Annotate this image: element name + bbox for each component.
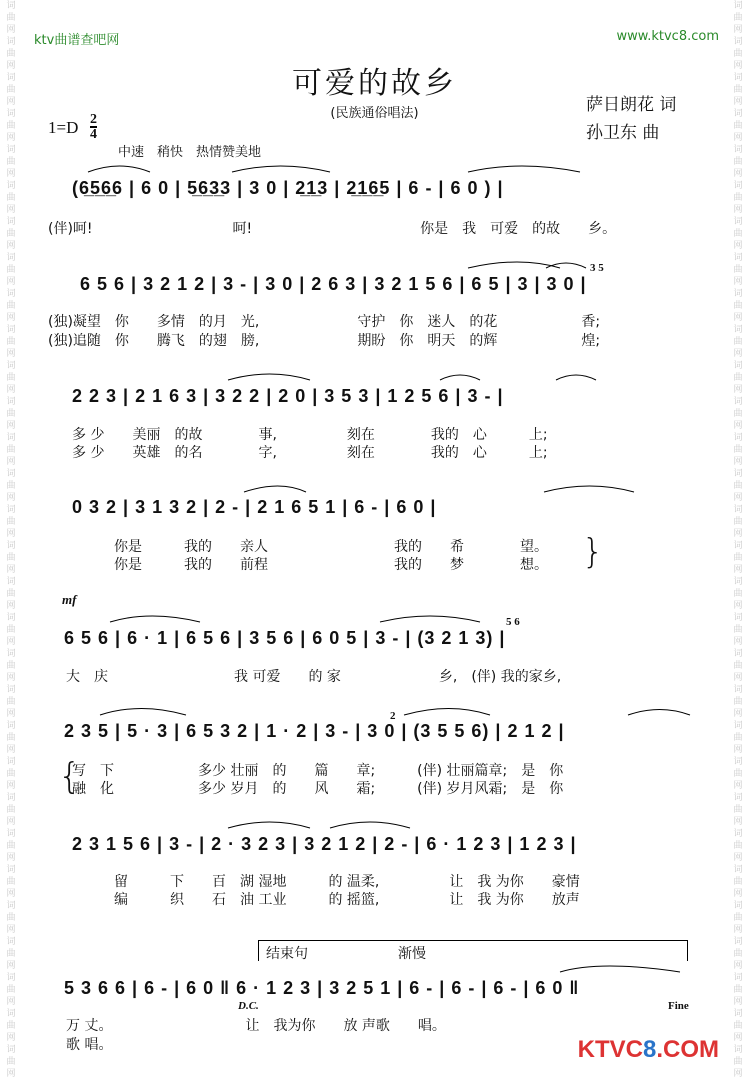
edge-watermark-char: 网 (6, 853, 16, 863)
edge-watermark-char: 曲 (733, 733, 743, 743)
edge-watermark-char: 词 (6, 685, 16, 695)
edge-watermark-char: 网 (733, 61, 743, 71)
edge-watermark-char: 网 (733, 673, 743, 683)
edge-watermark-char: 词 (733, 541, 743, 551)
edge-watermark-char: 网 (6, 601, 16, 611)
edge-watermark-char: 网 (733, 565, 743, 575)
edge-watermark-char: 词 (733, 505, 743, 515)
lyrics-row-4-verse-2: 你是 我的 前程 我的 梦 想。 (114, 557, 548, 573)
edge-watermark-char: 曲 (733, 985, 743, 995)
lyrics-row-8-verse-1: 万 丈。 让 我为你 放 声歌 唱。 (66, 1018, 446, 1034)
edge-watermark-char: 词 (6, 145, 16, 155)
edge-watermark-char: 词 (733, 613, 743, 623)
edge-watermark-char: 网 (6, 25, 16, 35)
edge-watermark-char: 词 (733, 361, 743, 371)
edge-watermark-char: 词 (6, 289, 16, 299)
lyricist-credit: 萨日朗花 词 (586, 95, 677, 115)
edge-watermark-char: 词 (6, 469, 16, 479)
edge-watermark-char: 词 (6, 613, 16, 623)
edge-watermark-char: 曲 (733, 949, 743, 959)
edge-watermark-char: 网 (6, 637, 16, 647)
edge-watermark-char: 曲 (733, 121, 743, 131)
song-title: 可爱的故乡 (292, 66, 457, 101)
da-capo: D.C. (238, 1000, 259, 1012)
edge-watermark-char: 曲 (733, 157, 743, 167)
edge-watermark-char: 曲 (733, 301, 743, 311)
edge-watermark-char: 曲 (6, 49, 16, 59)
edge-watermark-char: 网 (733, 601, 743, 611)
time-signature-bottom: 4 (90, 127, 97, 142)
notation-row-4: 0 3 2 | 3 1 3 2 | 2 - | 2 1 6 5 1 | 6 - | 6 0 | (72, 497, 437, 517)
left-edge-watermark (0, 0, 22, 1089)
edge-watermark-char: 词 (6, 865, 16, 875)
edge-watermark-char: 网 (733, 637, 743, 647)
edge-watermark-char: 网 (733, 817, 743, 827)
edge-watermark-char: 网 (6, 169, 16, 179)
edge-watermark-char: 曲 (6, 337, 16, 347)
edge-watermark-char: 曲 (6, 805, 16, 815)
edge-watermark-char: 词 (6, 829, 16, 839)
edge-watermark-char: 曲 (733, 445, 743, 455)
edge-watermark-char: 词 (733, 757, 743, 767)
edge-watermark-char: 曲 (6, 373, 16, 383)
edge-watermark-char: 网 (6, 529, 16, 539)
edge-watermark-char: 词 (733, 325, 743, 335)
site-watermark-left: ktv曲谱查吧网 (34, 33, 120, 48)
verse-brace-left: { (58, 756, 81, 797)
edge-watermark-char: 曲 (733, 913, 743, 923)
edge-watermark-char: 网 (733, 277, 743, 287)
edge-watermark-char: 曲 (6, 481, 16, 491)
edge-watermark-char: 词 (733, 37, 743, 47)
site-watermark-right: www.ktvc8.com (616, 29, 719, 44)
brand-logo (578, 1036, 719, 1064)
edge-watermark-char: 词 (6, 505, 16, 515)
edge-watermark-char: 曲 (6, 661, 16, 671)
edge-watermark-char: 网 (733, 745, 743, 755)
edge-watermark-char: 词 (733, 145, 743, 155)
edge-watermark-char: 网 (6, 817, 16, 827)
edge-watermark-char: 词 (6, 73, 16, 83)
edge-watermark-char: 网 (6, 781, 16, 791)
edge-watermark-char: 曲 (733, 661, 743, 671)
edge-watermark-char: 词 (733, 109, 743, 119)
right-edge-watermark (727, 0, 749, 1089)
edge-watermark-char: 词 (6, 973, 16, 983)
edge-watermark-char: 网 (733, 133, 743, 143)
edge-watermark-char: 网 (6, 133, 16, 143)
edge-watermark-char: 曲 (733, 769, 743, 779)
edge-watermark-char: 词 (6, 361, 16, 371)
edge-watermark-char: 网 (6, 1033, 16, 1043)
brand-logo-part-3: .COM (656, 1036, 719, 1063)
edge-watermark-char: 词 (733, 397, 743, 407)
edge-watermark-char: 曲 (6, 553, 16, 563)
edge-watermark-char: 网 (6, 277, 16, 287)
edge-watermark-char: 曲 (6, 625, 16, 635)
notation-row-2: 6 5 6 | 3 2 1 2 | 3 - | 3 0 | 2 6 3 | 3 2 1 5 6 | 6 5 | 3 | 3 0 | (80, 274, 587, 294)
lyrics-row-6-verse-1: 写 下 多少 壮丽 的 篇 章; (伴) 壮丽篇章; 是 你 (72, 763, 564, 779)
edge-watermark-char: 网 (733, 313, 743, 323)
edge-watermark-char: 词 (6, 253, 16, 263)
edge-watermark-char: 网 (733, 169, 743, 179)
edge-watermark-char: 曲 (733, 229, 743, 239)
edge-watermark-char: 曲 (6, 517, 16, 527)
notation-row-1: (6̲5̲6̲6 | 6 0 | 5̲6̲3̲3 | 3 0 | 2̲1̲3 | 2̲1̲6̲5 | 6 - | 6 0 ) | (72, 178, 504, 198)
dynamic-mf: mf (62, 592, 77, 607)
edge-watermark-char: 词 (6, 649, 16, 659)
lyrics-row-7-verse-2: 编 织 石 油 工业 的 摇篮, 让 我 为你 放声 (114, 892, 580, 908)
edge-watermark-char: 词 (733, 253, 743, 263)
notation-row-3: 2 2 3 | 2 1 6 3 | 3 2 2 | 2 0 | 3 5 3 | 1 2 5 6 | 3 - | (72, 386, 504, 406)
edge-watermark-char: 词 (733, 937, 743, 947)
edge-watermark-char: 网 (733, 205, 743, 215)
fine-mark: Fine (668, 1000, 689, 1012)
edge-watermark-char: 网 (733, 349, 743, 359)
edge-watermark-char: 曲 (6, 121, 16, 131)
edge-watermark-char: 词 (6, 721, 16, 731)
edge-watermark-char: 网 (733, 241, 743, 251)
edge-watermark-char: 网 (6, 205, 16, 215)
edge-watermark-char: 词 (733, 577, 743, 587)
grace-note-3: 2 (390, 710, 396, 722)
edge-watermark-char: 词 (6, 577, 16, 587)
edge-watermark-char: 词 (733, 793, 743, 803)
edge-watermark-char: 网 (733, 421, 743, 431)
ending-bracket (258, 940, 688, 961)
notation-row-8: 5 3 6 6 | 6 - | 6 0 ‖ 6 · 1 2 3 | 3 2 5 1 | 6 - | 6 - | 6 - | 6 0 ‖ (64, 978, 580, 998)
edge-watermark-char: 曲 (6, 13, 16, 23)
edge-watermark-char: 曲 (6, 769, 16, 779)
edge-watermark-char: 词 (733, 217, 743, 227)
edge-watermark-char: 曲 (6, 193, 16, 203)
edge-watermark-char: 网 (6, 385, 16, 395)
edge-watermark-char: 词 (6, 325, 16, 335)
edge-watermark-char: 网 (733, 853, 743, 863)
edge-watermark-char: 词 (733, 289, 743, 299)
lyrics-row-7-verse-1: 留 下 百 湖 湿地 的 温柔, 让 我 为你 豪情 (114, 874, 580, 890)
edge-watermark-char: 曲 (6, 733, 16, 743)
edge-watermark-char: 曲 (733, 877, 743, 887)
lyrics-row-5-verse-1: 大 庆 我 可爱 的 家 乡, (伴) 我的家乡, (66, 669, 562, 685)
edge-watermark-char: 词 (733, 1009, 743, 1019)
edge-watermark-char: 网 (6, 61, 16, 71)
edge-watermark-char: 词 (733, 865, 743, 875)
edge-watermark-char: 网 (6, 889, 16, 899)
edge-watermark-char: 网 (733, 709, 743, 719)
edge-watermark-char: 曲 (733, 193, 743, 203)
edge-watermark-char: 网 (6, 241, 16, 251)
edge-watermark-char: 曲 (6, 229, 16, 239)
edge-watermark-char: 网 (6, 925, 16, 935)
edge-watermark-char: 网 (6, 997, 16, 1007)
edge-watermark-char: 曲 (733, 589, 743, 599)
edge-watermark-char: 词 (6, 757, 16, 767)
edge-watermark-char: 词 (6, 37, 16, 47)
edge-watermark-char: 曲 (6, 1021, 16, 1031)
key-signature: 1=D (48, 118, 79, 137)
edge-watermark-char: 网 (6, 457, 16, 467)
edge-watermark-char: 曲 (6, 265, 16, 275)
edge-watermark-char: 词 (733, 721, 743, 731)
tempo-marking: 中速 稍快 热情赞美地 (118, 145, 262, 160)
brand-logo-part-2: 8 (642, 1036, 657, 1063)
edge-watermark-char: 词 (733, 73, 743, 83)
edge-watermark-char: 词 (733, 685, 743, 695)
edge-watermark-char: 词 (6, 217, 16, 227)
edge-watermark-char: 网 (6, 97, 16, 107)
edge-watermark-char: 曲 (6, 589, 16, 599)
grace-note-1: 3 5 (590, 262, 604, 274)
edge-watermark-char: 网 (6, 493, 16, 503)
edge-watermark-char: 词 (6, 1, 16, 11)
edge-watermark-char: 网 (6, 565, 16, 575)
lyrics-row-3-verse-1: 多 少 美丽 的故 事, 刻在 我的 心 上; (72, 427, 548, 443)
ending-label: 结束句 (266, 946, 308, 962)
edge-watermark-char: 网 (733, 1069, 743, 1079)
edge-watermark-char: 曲 (733, 1057, 743, 1067)
edge-watermark-char: 词 (733, 1045, 743, 1055)
edge-watermark-char: 曲 (733, 517, 743, 527)
lyrics-row-2-verse-1: (独)凝望 你 多情 的月 光, 守护 你 迷人 的花 香; (48, 314, 601, 330)
edge-watermark-char: 词 (733, 973, 743, 983)
edge-watermark-char: 网 (6, 709, 16, 719)
edge-watermark-char: 词 (6, 541, 16, 551)
edge-watermark-char: 曲 (733, 481, 743, 491)
edge-watermark-char: 曲 (733, 1021, 743, 1031)
edge-watermark-char: 曲 (6, 85, 16, 95)
edge-watermark-char: 曲 (733, 841, 743, 851)
time-signature-top: 2 (90, 112, 97, 127)
composer-credit: 孙卫东 曲 (586, 123, 660, 143)
edge-watermark-char: 网 (6, 421, 16, 431)
ending-tempo: 渐慢 (398, 946, 426, 962)
edge-watermark-char: 词 (733, 829, 743, 839)
time-signature (90, 113, 97, 141)
edge-watermark-char: 网 (6, 673, 16, 683)
edge-watermark-char: 词 (6, 1045, 16, 1055)
edge-watermark-char: 词 (6, 793, 16, 803)
edge-watermark-char: 网 (733, 961, 743, 971)
edge-watermark-char: 网 (6, 745, 16, 755)
edge-watermark-char: 网 (6, 1069, 16, 1079)
lyrics-row-3-verse-2: 多 少 英雄 的名 字, 刻在 我的 心 上; (72, 445, 548, 461)
edge-watermark-char: 曲 (6, 949, 16, 959)
edge-watermark-char: 曲 (733, 337, 743, 347)
edge-watermark-char: 网 (733, 385, 743, 395)
edge-watermark-char: 曲 (6, 445, 16, 455)
edge-watermark-char: 网 (6, 349, 16, 359)
edge-watermark-char: 曲 (733, 805, 743, 815)
notation-row-5: 6 5 6 | 6 · 1 | 6 5 6 | 3 5 6 | 6 0 5 | 3 - | (3 2 1 3) | (64, 628, 506, 648)
edge-watermark-char: 曲 (733, 265, 743, 275)
verse-brace: } (582, 532, 604, 572)
edge-watermark-char: 曲 (733, 85, 743, 95)
edge-watermark-char: 曲 (733, 625, 743, 635)
brand-logo-part-1: KTVC (577, 1036, 643, 1063)
edge-watermark-char: 曲 (6, 697, 16, 707)
edge-watermark-char: 网 (6, 961, 16, 971)
edge-watermark-char: 曲 (6, 301, 16, 311)
edge-watermark-char: 曲 (6, 1057, 16, 1067)
edge-watermark-char: 网 (733, 529, 743, 539)
edge-watermark-char: 词 (733, 901, 743, 911)
edge-watermark-char: 曲 (6, 877, 16, 887)
edge-watermark-char: 网 (6, 313, 16, 323)
edge-watermark-char: 网 (733, 997, 743, 1007)
lyrics-row-4-verse-1: 你是 我的 亲人 我的 希 望。 (114, 539, 548, 555)
edge-watermark-char: 词 (6, 937, 16, 947)
edge-watermark-char: 曲 (733, 13, 743, 23)
edge-watermark-char: 词 (6, 397, 16, 407)
edge-watermark-char: 词 (6, 109, 16, 119)
edge-watermark-char: 网 (733, 97, 743, 107)
lyrics-row-1-verse-1: (伴)呵! 呵! 你是 我 可爱 的故 乡。 (48, 221, 617, 237)
edge-watermark-char: 曲 (6, 913, 16, 923)
edge-watermark-char: 词 (733, 1, 743, 11)
edge-watermark-char: 词 (733, 433, 743, 443)
edge-watermark-char: 词 (6, 1009, 16, 1019)
notation-row-7: 2 3 1 5 6 | 3 - | 2 · 3 2 3 | 3 2 1 2 | 2 - | 6 · 1 2 3 | 1 2 3 | (72, 834, 577, 854)
edge-watermark-char: 曲 (733, 697, 743, 707)
edge-watermark-char: 词 (733, 181, 743, 191)
edge-watermark-char: 网 (733, 925, 743, 935)
edge-watermark-char: 词 (6, 901, 16, 911)
edge-watermark-char: 词 (6, 433, 16, 443)
notation-row-6: 2 3 5 | 5 · 3 | 6 5 3 2 | 1 · 2 | 3 - | 3 0 | (3 5 5 6) | 2 1 2 | (64, 721, 565, 741)
edge-watermark-char: 曲 (733, 553, 743, 563)
lyrics-row-8-verse-2: 歌 唱。 (66, 1037, 113, 1053)
edge-watermark-char: 曲 (733, 409, 743, 419)
edge-watermark-char: 网 (733, 1033, 743, 1043)
edge-watermark-char: 曲 (6, 985, 16, 995)
edge-watermark-char: 曲 (733, 49, 743, 59)
edge-watermark-char: 网 (733, 889, 743, 899)
grace-note-2: 5 6 (506, 616, 520, 628)
edge-watermark-char: 曲 (6, 409, 16, 419)
edge-watermark-char: 网 (733, 457, 743, 467)
edge-watermark-char: 词 (733, 469, 743, 479)
edge-watermark-char: 词 (733, 649, 743, 659)
edge-watermark-char: 曲 (6, 157, 16, 167)
edge-watermark-char: 网 (733, 493, 743, 503)
lyrics-row-2-verse-2: (独)追随 你 腾飞 的翅 膀, 期盼 你 明天 的辉 煌; (48, 333, 601, 349)
song-subtitle: (民族通俗唱法) (330, 106, 419, 121)
edge-watermark-char: 网 (733, 25, 743, 35)
edge-watermark-char: 曲 (6, 841, 16, 851)
edge-watermark-char: 词 (6, 181, 16, 191)
lyrics-row-6-verse-2: 融 化 多少 岁月 的 风 霜; (伴) 岁月风霜; 是 你 (72, 781, 564, 797)
edge-watermark-char: 网 (733, 781, 743, 791)
edge-watermark-char: 曲 (733, 373, 743, 383)
